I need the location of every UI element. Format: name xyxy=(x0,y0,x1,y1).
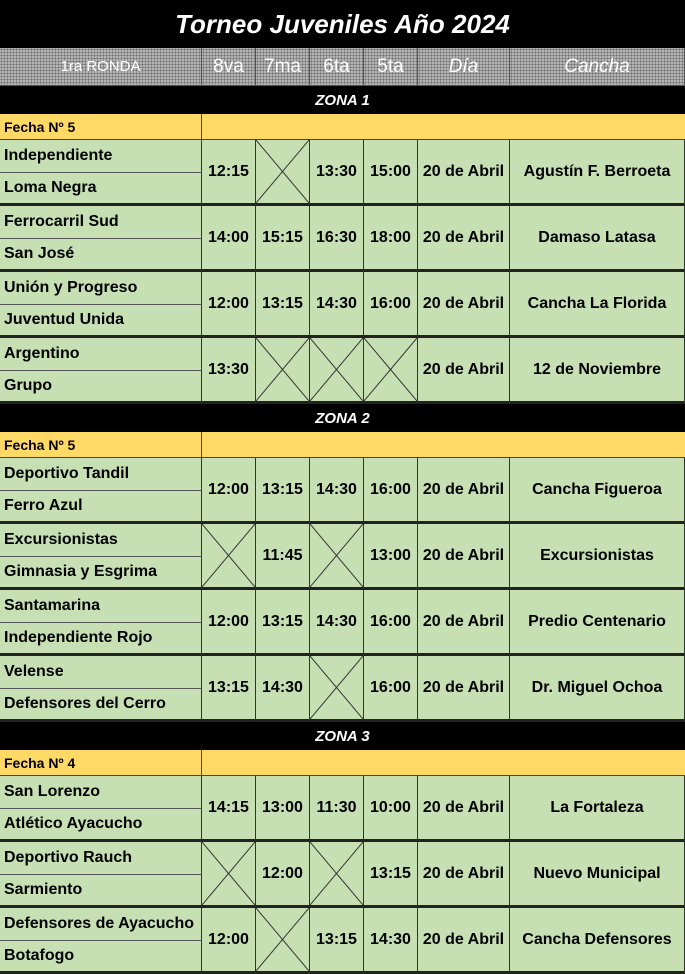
time-6ta: 16:30 xyxy=(310,206,364,272)
time-8va: 12:00 xyxy=(202,908,256,974)
time-8va: 13:30 xyxy=(202,338,256,404)
header-round: 1ra RONDA xyxy=(0,48,202,86)
time-5ta: 13:15 xyxy=(364,842,418,908)
time-7ma-empty xyxy=(256,338,310,404)
time-6ta: 13:30 xyxy=(310,140,364,206)
time-5ta: 10:00 xyxy=(364,776,418,842)
match-venue: Excursionistas xyxy=(510,524,685,590)
header-8va: 8va xyxy=(202,48,256,86)
match-day: 20 de Abril xyxy=(418,908,510,974)
match-venue: Damaso Latasa xyxy=(510,206,685,272)
fecha-row xyxy=(0,750,685,776)
home-team: Argentino xyxy=(0,338,202,371)
time-5ta: 13:00 xyxy=(364,524,418,590)
time-8va: 13:15 xyxy=(202,656,256,722)
match-day: 20 de Abril xyxy=(418,206,510,272)
home-team: Velense xyxy=(0,656,202,689)
time-8va: 12:00 xyxy=(202,590,256,656)
time-6ta: 11:30 xyxy=(310,776,364,842)
match-venue: Dr. Miguel Ochoa xyxy=(510,656,685,722)
time-7ma: 11:45 xyxy=(256,524,310,590)
header-dia: Día xyxy=(418,48,510,86)
time-5ta: 16:00 xyxy=(364,590,418,656)
away-team: Ferro Azul xyxy=(0,491,202,524)
cross-mark-icon xyxy=(310,656,363,719)
cross-mark-icon xyxy=(256,338,309,401)
cross-mark-icon xyxy=(310,524,363,587)
match-row xyxy=(0,590,685,656)
match-day: 20 de Abril xyxy=(418,338,510,404)
match-day: 20 de Abril xyxy=(418,524,510,590)
time-7ma: 13:15 xyxy=(256,272,310,338)
match-day: 20 de Abril xyxy=(418,776,510,842)
away-team: Gimnasia y Esgrima xyxy=(0,557,202,590)
home-team: Deportivo Rauch xyxy=(0,842,202,875)
match-day: 20 de Abril xyxy=(418,842,510,908)
time-5ta: 16:00 xyxy=(364,656,418,722)
page-title: Torneo Juveniles Año 2024 xyxy=(0,0,685,48)
away-team: San José xyxy=(0,239,202,272)
time-5ta: 15:00 xyxy=(364,140,418,206)
match-venue: Cancha Figueroa xyxy=(510,458,685,524)
cross-mark-icon xyxy=(256,140,309,203)
time-5ta: 18:00 xyxy=(364,206,418,272)
match-row xyxy=(0,656,685,722)
away-team: Independiente Rojo xyxy=(0,623,202,656)
cross-mark-icon xyxy=(364,338,417,401)
zone-header: ZONA 3 xyxy=(0,722,685,750)
cross-mark-icon xyxy=(310,842,363,905)
match-row xyxy=(0,524,685,590)
match-row xyxy=(0,842,685,908)
match-venue: La Fortaleza xyxy=(510,776,685,842)
match-row xyxy=(0,140,685,206)
match-row xyxy=(0,908,685,974)
home-team: Deportivo Tandil xyxy=(0,458,202,491)
time-6ta: 14:30 xyxy=(310,458,364,524)
time-5ta-empty xyxy=(364,338,418,404)
match-venue: Agustín F. Berroeta xyxy=(510,140,685,206)
match-venue: Nuevo Municipal xyxy=(510,842,685,908)
time-8va-empty xyxy=(202,524,256,590)
time-8va: 12:00 xyxy=(202,272,256,338)
match-day: 20 de Abril xyxy=(418,590,510,656)
time-8va: 14:15 xyxy=(202,776,256,842)
home-team: Defensores de Ayacucho xyxy=(0,908,202,941)
header-5ta: 5ta xyxy=(364,48,418,86)
cross-mark-icon xyxy=(256,908,309,971)
match-day: 20 de Abril xyxy=(418,656,510,722)
header-6ta: 6ta xyxy=(310,48,364,86)
time-6ta-empty xyxy=(310,338,364,404)
match-row xyxy=(0,776,685,842)
time-7ma: 14:30 xyxy=(256,656,310,722)
home-team: Excursionistas xyxy=(0,524,202,557)
zone-header: ZONA 1 xyxy=(0,86,685,114)
match-row xyxy=(0,338,685,404)
time-5ta: 16:00 xyxy=(364,272,418,338)
home-team: Unión y Progreso xyxy=(0,272,202,305)
match-venue: Cancha La Florida xyxy=(510,272,685,338)
match-venue: 12 de Noviembre xyxy=(510,338,685,404)
away-team: Defensores del Cerro xyxy=(0,689,202,722)
away-team: Loma Negra xyxy=(0,173,202,206)
time-8va: 12:00 xyxy=(202,458,256,524)
fecha-label: Fecha Nº 5 xyxy=(0,114,202,140)
fecha-row xyxy=(0,432,685,458)
cross-mark-icon xyxy=(202,842,255,905)
match-row xyxy=(0,272,685,338)
away-team: Sarmiento xyxy=(0,875,202,908)
time-6ta-empty xyxy=(310,842,364,908)
time-7ma-empty xyxy=(256,908,310,974)
time-7ma: 13:00 xyxy=(256,776,310,842)
match-day: 20 de Abril xyxy=(418,140,510,206)
time-7ma: 12:00 xyxy=(256,842,310,908)
away-team: Grupo xyxy=(0,371,202,404)
match-row xyxy=(0,458,685,524)
time-7ma: 13:15 xyxy=(256,590,310,656)
cross-mark-icon xyxy=(202,524,255,587)
time-7ma-empty xyxy=(256,140,310,206)
time-6ta-empty xyxy=(310,524,364,590)
match-day: 20 de Abril xyxy=(418,272,510,338)
home-team: San Lorenzo xyxy=(0,776,202,809)
fecha-row xyxy=(0,114,685,140)
header-7ma: 7ma xyxy=(256,48,310,86)
time-8va: 14:00 xyxy=(202,206,256,272)
away-team: Juventud Unida xyxy=(0,305,202,338)
time-7ma: 15:15 xyxy=(256,206,310,272)
home-team: Santamarina xyxy=(0,590,202,623)
match-venue: Predio Centenario xyxy=(510,590,685,656)
home-team: Ferrocarril Sud xyxy=(0,206,202,239)
time-8va-empty xyxy=(202,842,256,908)
cross-mark-icon xyxy=(310,338,363,401)
away-team: Botafogo xyxy=(0,941,202,974)
fecha-label: Fecha Nº 4 xyxy=(0,750,202,776)
time-6ta: 14:30 xyxy=(310,590,364,656)
zone-header: ZONA 2 xyxy=(0,404,685,432)
time-6ta: 13:15 xyxy=(310,908,364,974)
time-5ta: 14:30 xyxy=(364,908,418,974)
time-5ta: 16:00 xyxy=(364,458,418,524)
home-team: Independiente xyxy=(0,140,202,173)
time-7ma: 13:15 xyxy=(256,458,310,524)
fecha-label: Fecha Nº 5 xyxy=(0,432,202,458)
time-8va: 12:15 xyxy=(202,140,256,206)
match-venue: Cancha Defensores xyxy=(510,908,685,974)
match-day: 20 de Abril xyxy=(418,458,510,524)
time-6ta: 14:30 xyxy=(310,272,364,338)
time-6ta-empty xyxy=(310,656,364,722)
away-team: Atlético Ayacucho xyxy=(0,809,202,842)
match-row xyxy=(0,206,685,272)
header-cancha: Cancha xyxy=(510,48,685,86)
